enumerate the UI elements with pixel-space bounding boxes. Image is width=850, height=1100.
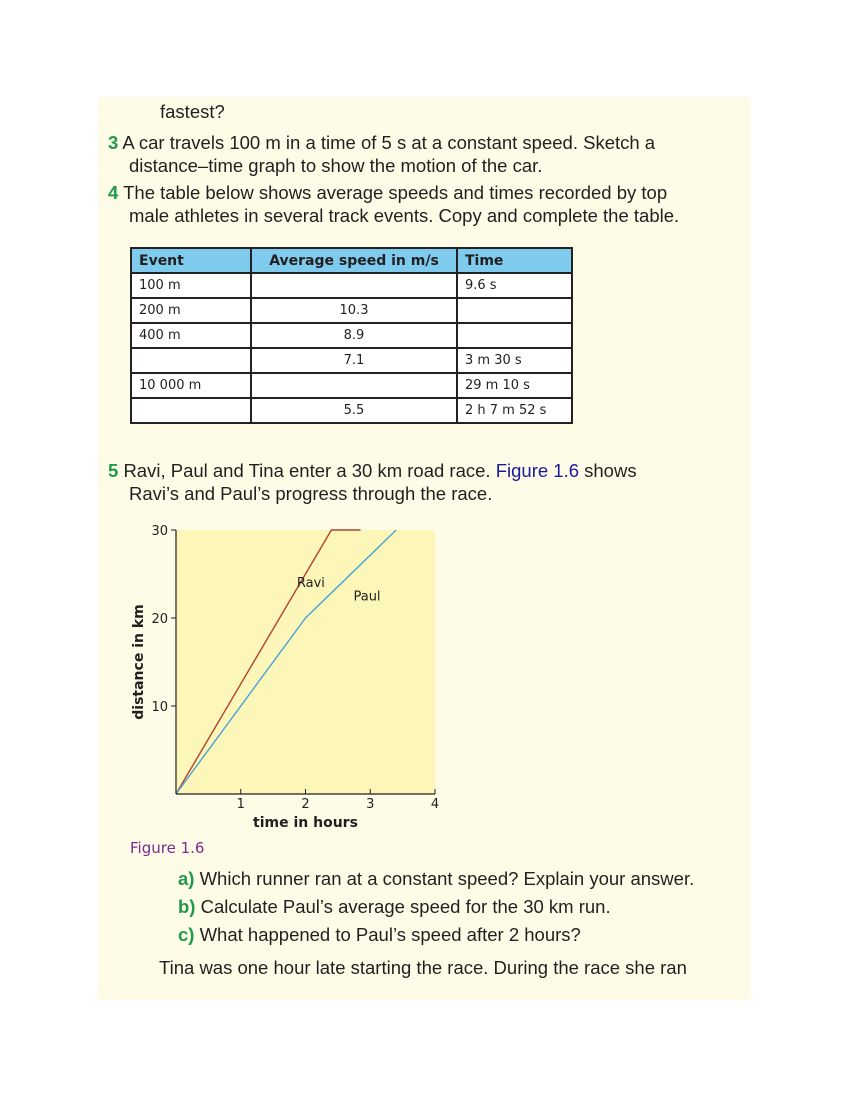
- body-paragraph: Tina was one hour late starting the race. During the race she ran: [159, 957, 687, 978]
- plot-background: [176, 530, 435, 794]
- question-4: [108, 182, 667, 204]
- table-header-row: [131, 248, 572, 273]
- x-tick-label: 3: [366, 797, 375, 812]
- table-row: [131, 323, 572, 348]
- speed-table: [130, 247, 573, 424]
- continuation-text: fastest?: [160, 101, 225, 122]
- x-tick-label: 2: [301, 797, 310, 812]
- question-4-line-2: male athletes in several track events. Copy and complete the table.: [129, 205, 680, 226]
- table-cell: 10 000 m: [131, 373, 251, 398]
- x-tick-label: 4: [430, 797, 440, 812]
- question-number: 3: [108, 132, 119, 153]
- sub-question-b: [178, 896, 611, 918]
- distance-time-chart: [120, 515, 450, 835]
- sub-question-letter: b): [178, 896, 196, 917]
- y-tick-label: 30: [151, 524, 168, 539]
- table-cell: 200 m: [131, 298, 251, 323]
- table-cell: [251, 273, 457, 298]
- table-row: [131, 398, 572, 423]
- series-label-paul: Paul: [353, 589, 381, 605]
- y-tick-label: 10: [151, 700, 168, 715]
- table-row: [131, 298, 572, 323]
- table-cell: 9.6 s: [457, 273, 572, 298]
- table-cell: [457, 298, 572, 323]
- table-cell: 100 m: [131, 273, 251, 298]
- sub-question-text: Calculate Paul’s average speed for the 30 km run.: [200, 896, 611, 917]
- figure-caption: Figure 1.6: [130, 839, 205, 857]
- question-text: Ravi, Paul and Tina enter a 30 km road race.: [123, 460, 491, 481]
- question-5: [108, 460, 637, 482]
- figure-reference-link[interactable]: Figure 1.6: [495, 460, 579, 481]
- table-cell: 3 m 30 s: [457, 348, 572, 373]
- table-header-cell: Time: [457, 248, 572, 273]
- sub-question-a: [178, 868, 694, 890]
- question-number: 4: [108, 182, 119, 203]
- question-number: 5: [108, 460, 119, 481]
- series-label-ravi: Ravi: [296, 576, 325, 592]
- table-cell: 5.5: [251, 398, 457, 423]
- table-cell: [131, 398, 251, 423]
- table-cell: [457, 323, 572, 348]
- table-row: [131, 373, 572, 398]
- sub-question-c: [178, 924, 581, 946]
- table-row: [131, 348, 572, 373]
- table-cell: [131, 348, 251, 373]
- sub-question-letter: c): [178, 924, 195, 945]
- table-cell: 8.9: [251, 323, 457, 348]
- table-header-cell: Average speed in m/s: [251, 248, 457, 273]
- question-5-line-2: Ravi’s and Paul’s progress through the race.: [129, 483, 493, 504]
- sub-question-text: What happened to Paul’s speed after 2 hours?: [199, 924, 581, 945]
- table-cell: 2 h 7 m 52 s: [457, 398, 572, 423]
- question-text-end: shows: [584, 460, 637, 481]
- y-axis-label: distance in km: [131, 604, 147, 720]
- x-tick-label: 1: [236, 797, 245, 812]
- x-axis-label: time in hours: [253, 815, 358, 831]
- table-cell: 7.1: [251, 348, 457, 373]
- table-header-cell: Event: [131, 248, 251, 273]
- question-3: [108, 132, 655, 154]
- question-text: The table below shows average speeds and times recorded by top: [123, 182, 668, 203]
- sub-question-text: Which runner ran at a constant speed? Explain your answer.: [199, 868, 695, 889]
- table-cell: 10.3: [251, 298, 457, 323]
- sub-question-letter: a): [178, 868, 195, 889]
- question-3-line-2: distance–time graph to show the motion of the car.: [129, 155, 543, 176]
- table-row: [131, 273, 572, 298]
- y-tick-label: 20: [151, 612, 168, 627]
- table-cell: [251, 373, 457, 398]
- table-cell: 29 m 10 s: [457, 373, 572, 398]
- question-text: A car travels 100 m in a time of 5 s at a constant speed. Sketch a: [122, 132, 656, 153]
- table-cell: 400 m: [131, 323, 251, 348]
